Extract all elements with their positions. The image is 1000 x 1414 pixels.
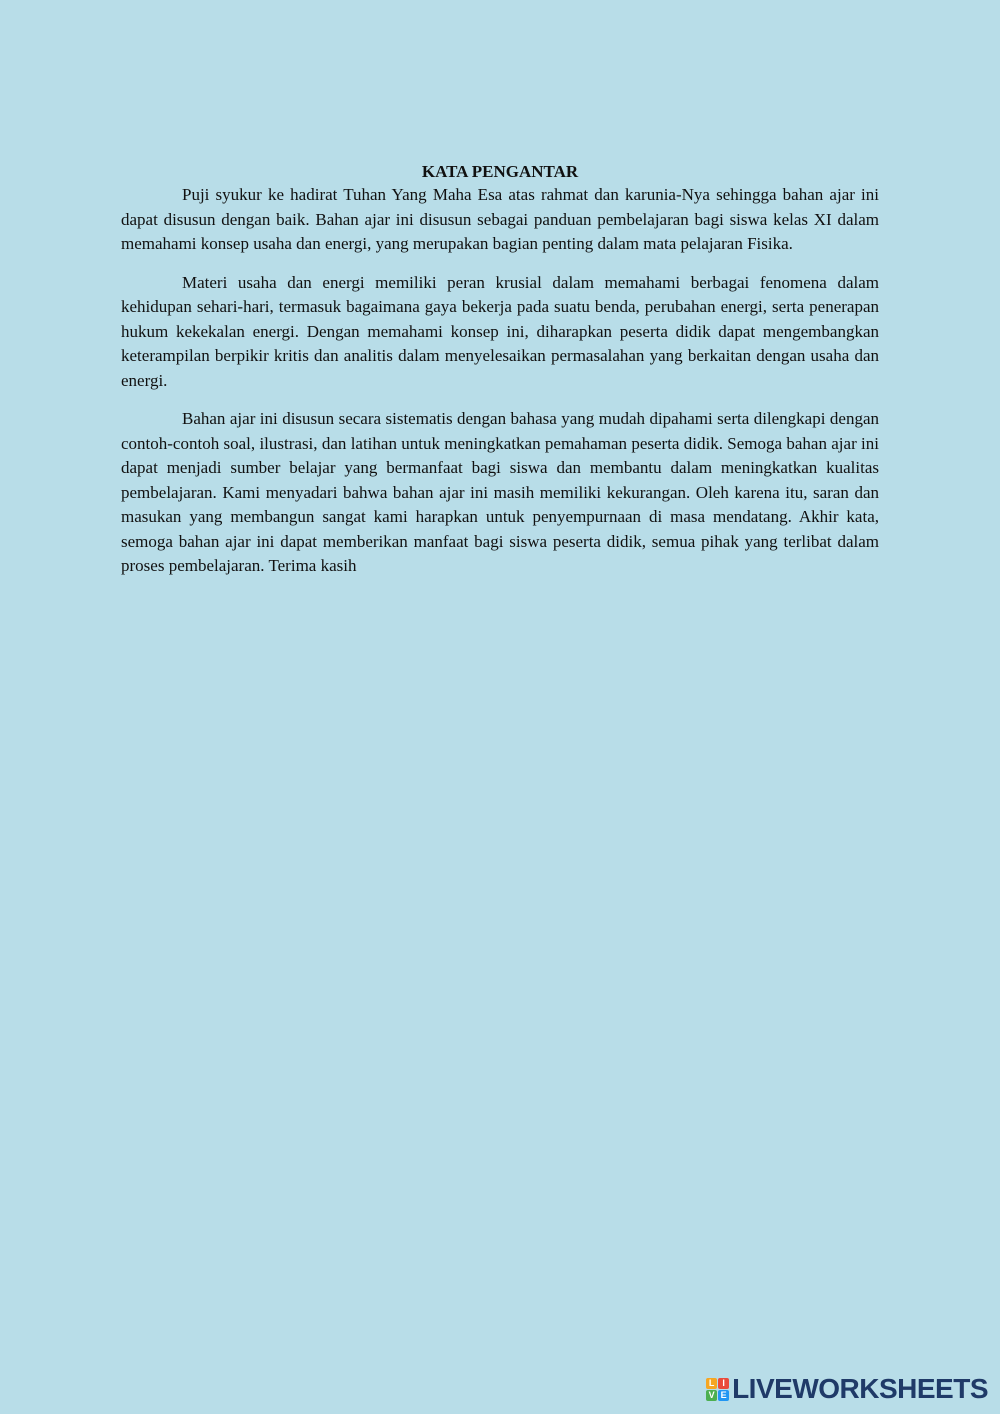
liveworksheets-logo xyxy=(706,1374,988,1404)
badge-letter-e: E xyxy=(718,1390,729,1401)
paragraph-1: Puji syukur ke hadirat Tuhan Yang Maha Esa atas rahmat dan karunia-Nya sehingga bahan ajar ini dapat disusun dengan baik. Bahan ajar ini disusun sebagai panduan pembelajaran bagi siswa kelas XI dalam memahami konsep usaha dan energi, yang merupakan bagian penting dalam mata pelajaran Fisika. xyxy=(121,185,879,253)
paragraph-3: Bahan ajar ini disusun secara sistematis dengan bahasa yang mudah dipahami serta dilengkapi dengan contoh-contoh soal, ilustrasi, dan latihan untuk meningkatkan pemahaman peserta didik. Semoga bahan ajar ini dapat menjadi sumber belajar yang bermanfaat bagi siswa dan membantu dalam meningkatkan kualitas pembelajaran. Kami menyadari bahwa bahan ajar ini masih memiliki kekurangan. Oleh karena itu, saran dan masukan yang membangun sangat kami harapkan untuk penyempurnaan di masa mendatang. Akhir kata, semoga bahan ajar ini dapat memberikan manfaat bagi siswa peserta didik, semua pihak yang terlibat dalam proses pembelajaran. Terima kasih xyxy=(121,409,879,575)
badge-letter-l: L xyxy=(706,1378,717,1389)
liveworksheets-badge-icon xyxy=(706,1378,729,1401)
badge-letter-v: V xyxy=(706,1390,717,1401)
badge-letter-i: I xyxy=(718,1378,729,1389)
logo-text: LIVEWORKSHEETS xyxy=(732,1373,988,1404)
paragraph-2: Materi usaha dan energi memiliki peran krusial dalam memahami berbagai fenomena dalam kehidupan sehari-hari, termasuk bagaimana gaya bekerja pada suatu benda, perubahan energi, serta penerapan hukum kekekalan energi. Dengan memahami konsep ini, diharapkan peserta didik dapat mengembangkan keterampilan berpikir kritis dan analitis dalam menyelesaikan permasalahan yang berkaitan dengan usaha dan energi. xyxy=(121,272,879,390)
document-page xyxy=(121,161,879,593)
page-title: KATA PENGANTAR xyxy=(421,162,579,181)
